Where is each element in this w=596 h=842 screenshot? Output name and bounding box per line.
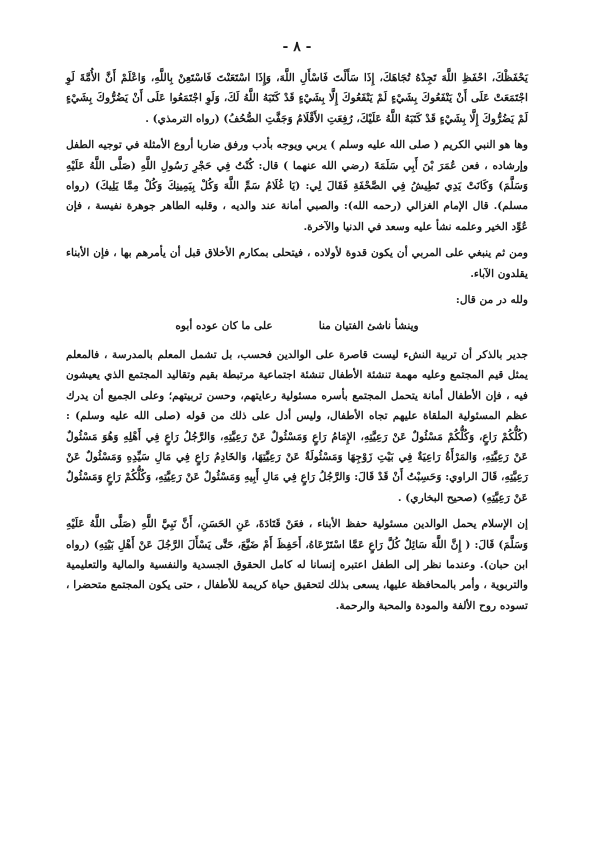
document-page (66, 38, 528, 616)
verse-second-hemistich: على ما كان عوده أبوه (175, 320, 273, 333)
verse-first-hemistich: وينشأ ناشئ الفتيان منا (318, 320, 419, 333)
verse-intro: ولله در من قال: (455, 294, 528, 307)
paragraph-role-model: ومن ثم ينبغي على المربي أن يكون قدوة لأولاده ، فيتحلى بمكارم الأخلاق قبل أن يأمرهم بها ، فإن الأبناء يقلدون الآباء. (66, 247, 528, 280)
paragraph-islam-parents: إن الإسلام يحمل الوالدين مسئولية حفظ الأبناء ، فعَنْ قَتَادَةَ، عَنِ الحَسَنِ، أَنَّ نَبِيَّ اللَّهِ (صَلَّى اللَّهُ عَلَيْهِ وَسَلَّمَ) قَالَ: ( إِنَّ اللَّهَ سَائِلٌ كُلَّ رَاعٍ عَمَّا اسْتَرْعَاهُ، أَحَفِظَ أَمْ ضَيَّعَ، حَتَّى يَسْأَلَ الرَّجُلَ عَنْ أَهْلِ بَيْتِهِ) (رواه ابن حبان). وعندما نظر إلى الطفل اعتبره إنسانا له كامل الحقوق الجسدية والنفسية والمالية والتعليمية والتربوية ، وأمر بالمحافظة عليها، يسعى بذلك لتحقيق حياة كريمة للأطفال ، حتى يكون المجتمع متحضرا ، تسوده روح الألفة والمودة والمحبة والرحمة. (66, 518, 528, 612)
poetry-verse (66, 316, 528, 336)
paragraph-society-responsibility: جدير بالذكر أن تربية النشء ليست قاصرة على الوالدين فحسب، بل تشمل المعلم بالمدرسة ، فالمعلم يمثل قيم المجتمع وعليه مهمة تنشئة الأطفال تنشئة اجتماعية مرتبطة بقيم وتقاليد المجتمع الذي يعيشون فيه ، فإن الأطفال أمانة يتحمل المجتمع بأسره مسئولية رعايتهم، وحسن تربيتهم؛ وعلى الجميع أن يدرك عظم المسئولية الملقاة عليهم تجاه الأطفال، وليس أدل على ذلك من قوله (صلى الله عليه وسلم) : (كُلُّكُمْ رَاعٍ، وَكُلُّكُمْ مَسْئُولٌ عَنْ رَعِيَّتِهِ، الإِمَامُ رَاعٍ وَمَسْئُولٌ عَنْ رَعِيَّتِهِ، وَالرَّجُلُ رَاعٍ فِي أَهْلِهِ وَهُوَ مَسْئُولٌ عَنْ رَعِيَّتِهِ، وَالمَرْأَةُ رَاعِيَةٌ فِي بَيْتِ زَوْجِهَا وَمَسْئُولَةٌ عَنْ رَعِيَّتِهَا، وَالخَادِمُ رَاعٍ فِي مَالِ سَيِّدِهِ وَمَسْئُولٌ عَنْ رَعِيَّتِهِ، قَالَ الراوي: وَحَسِبْتُ أَنْ قَدْ قَالَ: وَالرَّجُلُ رَاعٍ فِي مَالِ أَبِيهِ وَمَسْئُولٌ عَنْ رَعِيَّتِهِ، وَكُلُّكُمْ رَاعٍ وَمَسْئُولٌ عَنْ رَعِيَّتِهِ) (صحيح البخاري) . (66, 348, 528, 504)
paragraph-prophet-guidance: وها هو النبي الكريم ( صلى الله عليه وسلم ) يربي ويوجه بأدب ورفق ضاربا أروع الأمثلة في توجيه الطفل وإرشاده ، فعن عُمَرَ بْنَ أَبِي سَلَمَةَ (رضي الله عنهما ) قال: كُنْتُ فِي حَجْرِ رَسُولِ اللَّهِ (صَلَّى اللَّهُ عَلَيْهِ وَسَلَّمَ) وَكَانَتْ يَدِي تَطِيشُ فِي الصَّحْفَةِ فَقَالَ لِي: (يَا غُلَامُ سَمِّ اللَّهَ وَكُلْ بِيَمِينِكَ وَكُلْ مِمَّا يَلِيكَ) (رواه مسلم). قال الإمام الغزالي (رحمه الله): والصبي أمانة عند والديه ، وقلبه الطاهر جوهرة نفيسة ، فإن عُوِّد الخير وعلمه نشأ عليه وسعد في الدنيا والآخرة. (66, 139, 528, 233)
paragraph-hadith-continuation: يَحْفَظْكَ، احْفَظِ اللَّهَ تَجِدْهُ تُجَاهَكَ، إِذَا سَأَلْتَ فَاسْأَلِ اللَّهَ، وَإِذَا اسْتَعَنْتَ فَاسْتَعِنْ بِاللَّهِ، وَاعْلَمْ أَنَّ الأُمَّةَ لَوِ اجْتَمَعَتْ عَلَى أَنْ يَنْفَعُوكَ بِشَيْءٍ لَمْ يَنْفَعُوكَ إِلَّا بِشَيْءٍ قَدْ كَتَبَهُ اللَّهُ لَكَ، وَلَوِ اجْتَمَعُوا عَلَى أَنْ يَضُرُّوكَ بِشَيْءٍ لَمْ يَضُرُّوكَ إِلَّا بِشَيْءٍ قَدْ كَتَبَهُ اللَّهُ عَلَيْكَ، رُفِعَتِ الأَقْلَامُ وَجَفَّتِ الصُّحُفُ) (رواه الترمذي) . (66, 72, 528, 125)
page-number: - ٨ - (282, 39, 312, 55)
